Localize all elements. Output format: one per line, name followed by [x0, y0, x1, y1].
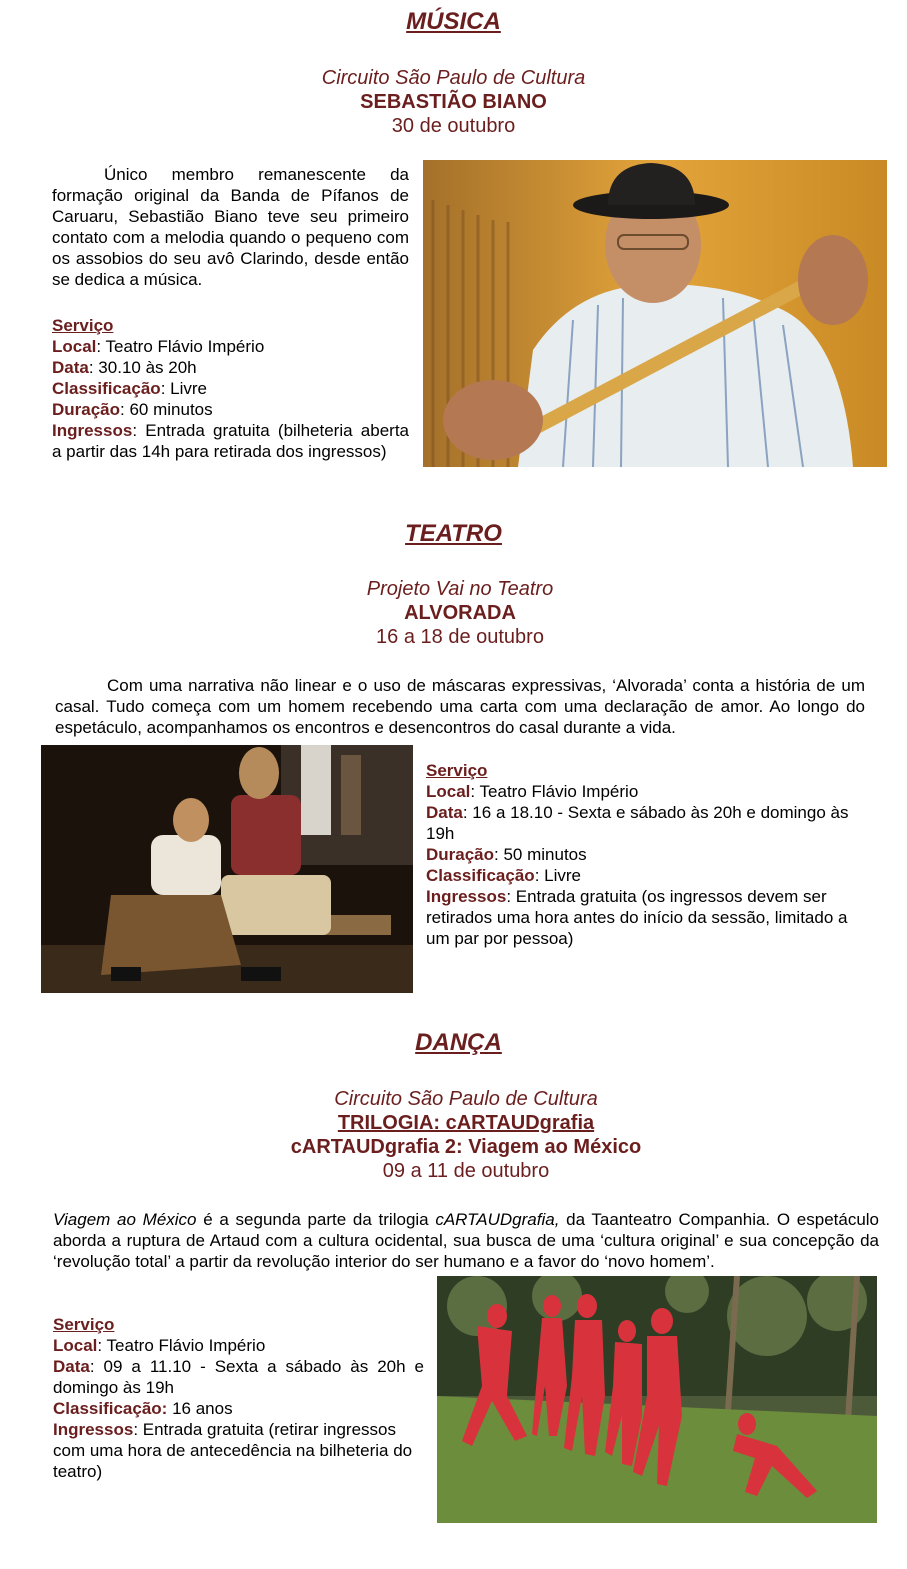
section-heading-teatro: TEATRO	[405, 520, 502, 547]
section-heading-musica: MÚSICA	[406, 8, 501, 35]
tickets-label: Ingressos	[52, 421, 133, 440]
danca-description	[53, 1209, 879, 1272]
classification-label: Classificação	[52, 379, 161, 398]
theatre-photo	[41, 745, 413, 993]
event-date: 16 a 18 de outubro	[376, 626, 544, 648]
local-label: Local	[53, 1336, 98, 1355]
date-value: : 09 a 11.10 - Sexta a sábado às 20h e domingo às 19h	[53, 1357, 424, 1397]
danca-service	[53, 1314, 424, 1482]
event-date: 09 a 11 de outubro	[382, 1160, 550, 1182]
local-label: Local	[426, 782, 471, 801]
program-name: Circuito São Paulo de Cultura	[334, 1088, 598, 1110]
local-value: : Teatro Flávio Império	[97, 1336, 266, 1355]
musician-illustration	[423, 160, 887, 467]
tickets-label: Ingressos	[53, 1420, 134, 1439]
teatro-service	[426, 760, 866, 949]
theatre-illustration	[41, 745, 413, 993]
musica-description: Único membro remanescente da formação original da Banda de Pífanos de Caruaru, Sebastião Biano teve seu primeiro contato com a melodia quando o pequeno com os assobios do seu avô Clarindo, desde então se dedica a música.	[52, 165, 409, 289]
local-value: : Teatro Flávio Império	[470, 782, 639, 801]
classification-label: Classificação	[426, 866, 535, 885]
date-label: Data	[53, 1357, 90, 1376]
duration-value: : 60 minutos	[120, 400, 213, 419]
date-value: : 30.10 às 20h	[88, 358, 197, 377]
duration-label: Duração	[52, 400, 121, 419]
classification-value: 16 anos	[167, 1399, 233, 1418]
date-label: Data	[426, 803, 463, 822]
classification-label: Classificação:	[53, 1399, 168, 1418]
event-title: ALVORADA	[404, 602, 516, 624]
tickets-label: Ingressos	[426, 887, 507, 906]
teatro-description: Com uma narrativa não linear e o uso de máscaras expressivas, ‘Alvorada’ conta a história de um casal. Tudo começa com um homem recebendo uma carta com uma declaração de amor. Ao longo do espetáculo, acompanhamos os encontros e desencontros do casal durante a vida.	[55, 676, 865, 737]
tickets-value: : Entrada gratuita (bilheteria aberta a partir das 14h para retirada dos ingressos)	[52, 421, 409, 461]
desc-italic-title: Viagem ao México	[53, 1210, 197, 1229]
section-heading-danca: DANÇA	[415, 1029, 502, 1056]
local-label: Local	[52, 337, 97, 356]
musica-service	[52, 315, 409, 462]
local-value: : Teatro Flávio Império	[96, 337, 265, 356]
service-title: Serviço	[53, 1315, 115, 1334]
desc-italic-trilogy: cARTAUDgrafia,	[435, 1210, 560, 1229]
musician-photo	[423, 160, 887, 467]
service-title: Serviço	[426, 761, 488, 780]
classification-value: : Livre	[160, 379, 207, 398]
duration-label: Duração	[426, 845, 495, 864]
event-date: 30 de outubro	[391, 115, 516, 137]
program-name: Circuito São Paulo de Cultura	[321, 67, 586, 89]
service-title: Serviço	[52, 316, 114, 335]
dance-photo	[437, 1276, 877, 1523]
desc-text-2: da Taanteatro Companhia. O espetáculo aborda a ruptura de Artaud com a cultura ocidental, sua busca de uma ‘cultura original’ e sua concepção da ‘revolução total’ a partir da revolução interior do ser humano e a favor do ‘novo homem’.	[53, 1210, 880, 1271]
date-label: Data	[52, 358, 89, 377]
dance-illustration	[437, 1276, 877, 1523]
event-title: SEBASTIÃO BIANO	[360, 91, 547, 113]
tickets-value: : Entrada gratuita (retirar ingressos com uma hora de antecedência na bilheteria do teatro)	[53, 1420, 413, 1481]
tickets-value: : Entrada gratuita (os ingressos devem ser retirados uma hora antes do início da sessão, limitado a um par por pessoa)	[426, 887, 848, 948]
event-title: cARTAUDgrafia 2: Viagem ao México	[290, 1136, 642, 1158]
program-name: Projeto Vai no Teatro	[366, 578, 554, 600]
date-value: : 16 a 18.10 - Sexta e sábado às 20h e domingo às 19h	[426, 803, 849, 843]
musica-header	[0, 66, 907, 138]
desc-text-1: é a segunda parte da trilogia	[196, 1210, 436, 1229]
teatro-header	[0, 577, 907, 649]
trilogy-title: TRILOGIA: cARTAUDgrafia	[337, 1112, 595, 1134]
classification-value: : Livre	[534, 866, 581, 885]
duration-value: : 50 minutos	[494, 845, 587, 864]
danca-header	[0, 1087, 907, 1183]
